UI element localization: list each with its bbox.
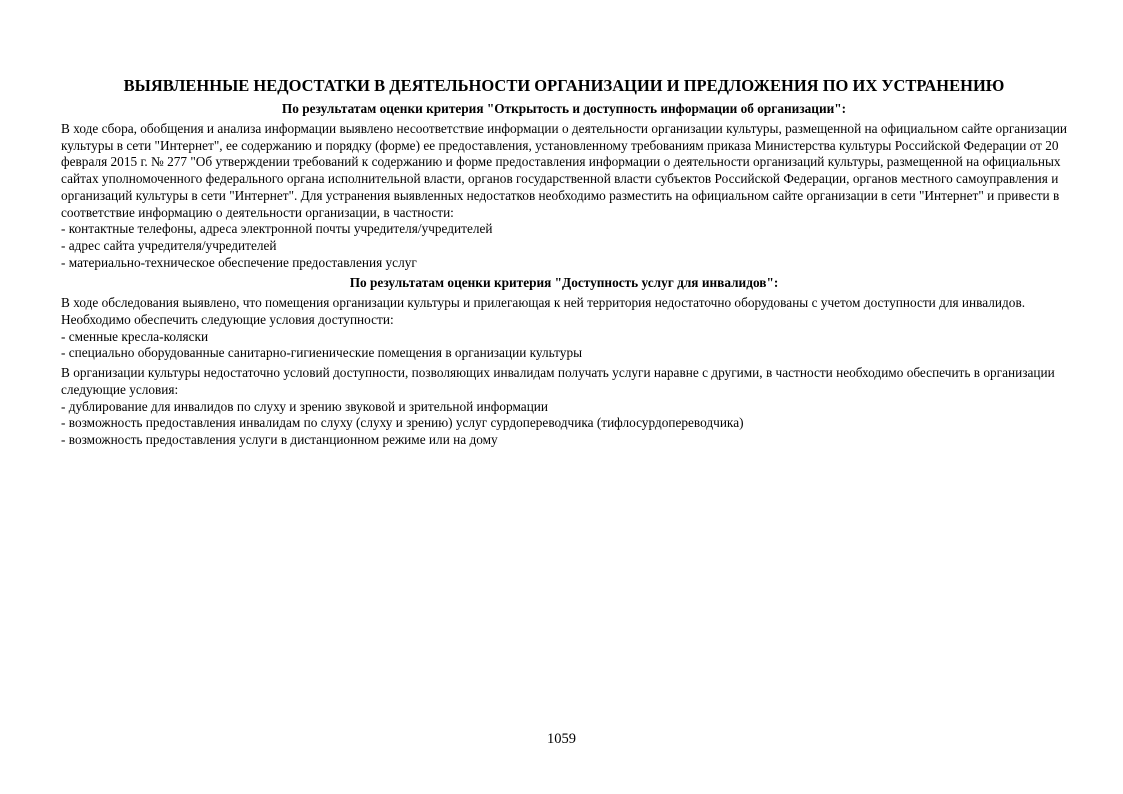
section-openness [61, 100, 1067, 271]
document-title: ВЫЯВЛЕННЫЕ НЕДОСТАТКИ В ДЕЯТЕЛЬНОСТИ ОРГАНИЗАЦИИ И ПРЕДЛОЖЕНИЯ ПО ИХ УСТРАНЕНИЮ [123, 76, 1005, 95]
document-body [61, 76, 1067, 452]
section-accessibility [61, 274, 1067, 448]
accessibility-conditions-block [61, 295, 1067, 362]
section-heading-openness: По результатам оценки критерия "Открытость и доступность информации об организации": [281, 101, 847, 116]
list-item: - контактные телефоны, адреса электронной почты учредителя/учредителей [61, 221, 493, 237]
section-openness-list [61, 221, 1067, 271]
accessibility-paragraph-2: В организации культуры недостаточно условий доступности, позволяющих инвалидам получать услуги наравне с другими, в частности необходимо обеспечить в организации следующие условия: [61, 365, 1055, 397]
accessibility-list-2 [61, 399, 1067, 449]
list-item: - дублирование для инвалидов по слуху и зрению звуковой и зрительной информации [61, 398, 549, 414]
list-item: - возможность предоставления инвалидам по слуху (слуху и зрению) услуг сурдопереводчика (тифлосурдопереводчика) [61, 415, 744, 431]
accessibility-list-1 [61, 329, 1067, 362]
section-openness-paragraph: В ходе сбора, обобщения и анализа информации выявлено несоответствие информации о деятельности организации культуры, размещенной на официальном сайте организации культуры в сети "Интернет", ее содержанию и порядку (форме) ее предоставления, установленному требованиям приказа Министерства культуры Российской Федерации от 20 февраля 2015 г. № 277 "Об утверждении требований к содержанию и форме предоставления информации о деятельности организаций культуры, размещенной на официальных сайтах уполномоченного федерального органа исполнительной власти, органов государственной власти субъектов Российской Федерации, органов местного самоуправления и организаций культуры в сети "Интернет". Для устранения выявленных недостатков необходимо разместить на официальном сайте организации в сети "Интернет" и привести в соответствие информацию о деятельности организации, в частности: [61, 121, 1067, 220]
page-number: 1059 [547, 731, 576, 747]
accessibility-paragraph-1: В ходе обследования выявлено, что помещения организации культуры и прилегающая к ней территория недостаточно оборудованы с учетом доступности для инвалидов. Необходимо обеспечить следующие условия доступности: [61, 295, 1026, 328]
list-item: - специально оборудованные санитарно-гигиенические помещения в организации культуры [61, 345, 583, 361]
list-item: - возможность предоставления услуги в дистанционном режиме или на дому [61, 431, 498, 447]
section-heading-accessibility: По результатам оценки критерия "Доступность услуг для инвалидов": [349, 275, 779, 291]
list-item: - сменные кресла-коляски [61, 328, 209, 344]
list-item: - материально-техническое обеспечение предоставления услуг [61, 254, 417, 270]
accessibility-services-block [61, 365, 1067, 449]
list-item: - адрес сайта учредителя/учредителей [61, 237, 277, 253]
